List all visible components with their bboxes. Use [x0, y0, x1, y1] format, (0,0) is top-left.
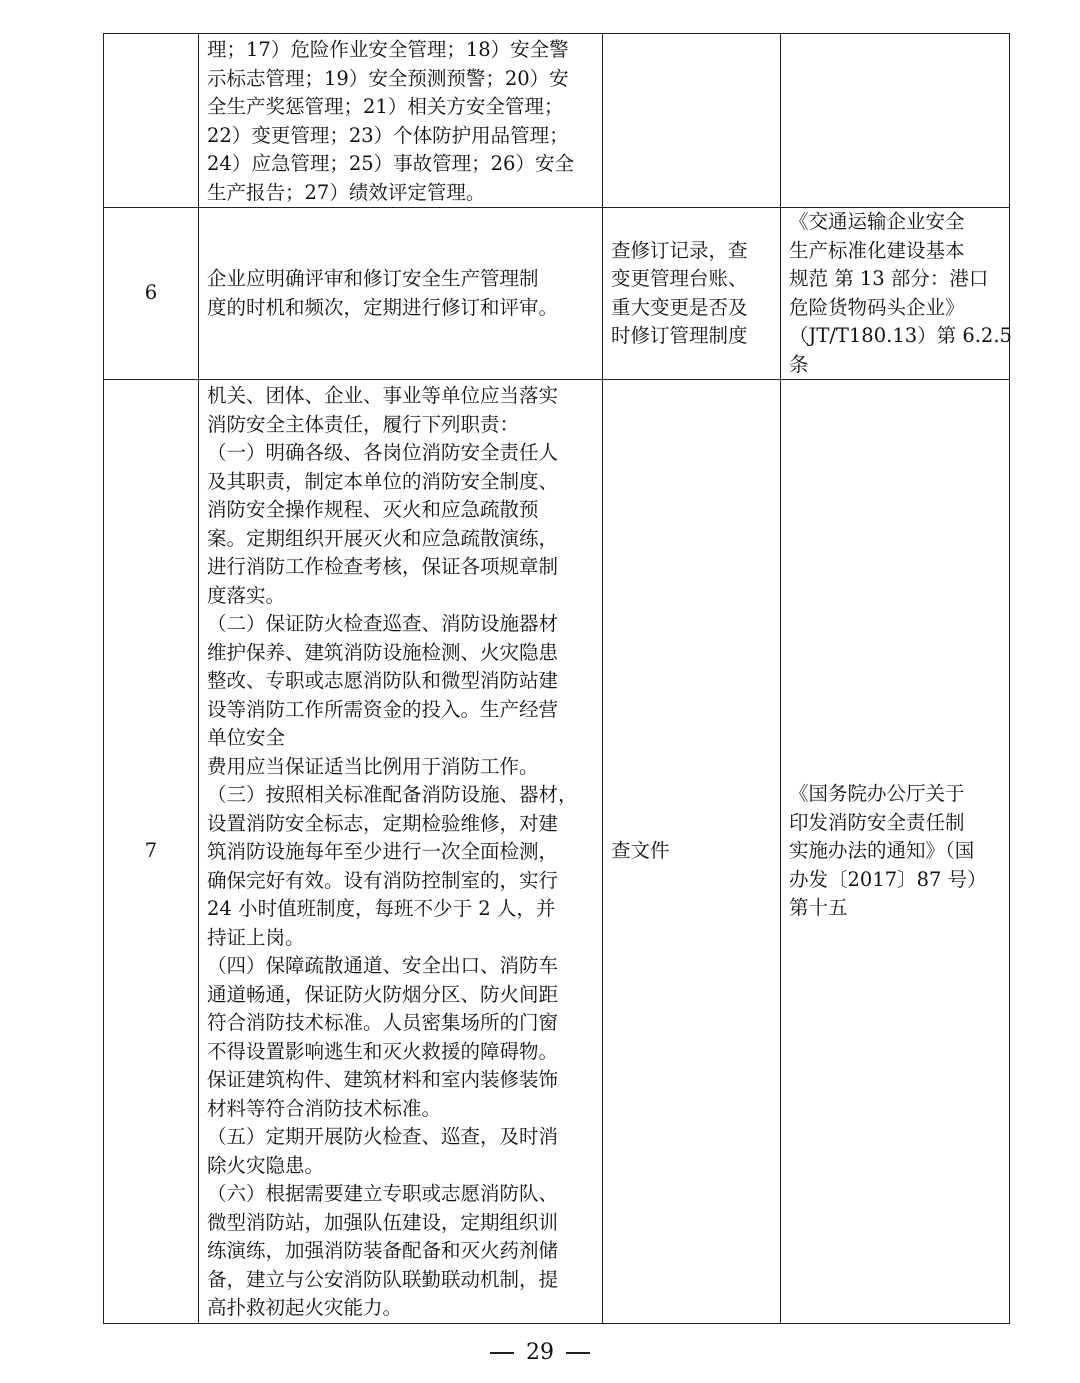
text-line: 理；17）危险作业安全管理；18）安全警	[207, 38, 569, 61]
row-number-cell: 6	[104, 208, 199, 380]
text-line: 办发〔2017〕87 号）	[789, 867, 987, 891]
requirement-cell	[199, 208, 603, 380]
dash-left	[490, 1352, 514, 1354]
text-line: 设等消防工作所需资金的投入。生产经营	[207, 697, 559, 721]
text-line: 企业应明确评审和修订安全生产管理制	[207, 267, 539, 290]
text-line: 度落实。	[207, 583, 286, 607]
text-line: 练演练，加强消防装备配备和灭火药剂储	[207, 1239, 559, 1262]
text-line: 生产报告；27）绩效评定管理。	[207, 180, 486, 204]
basis-cell	[781, 208, 1010, 380]
text-line: 《国务院办公厅关于	[789, 782, 965, 805]
text-line: 规范 第 13 部分：港口	[789, 267, 989, 290]
method-cell	[603, 208, 781, 380]
text-line: 条	[789, 352, 809, 376]
text-line: 全生产奖惩管理；21）相关方安全管理；	[207, 95, 564, 118]
text-line: 变更管理台账、	[611, 267, 748, 290]
text-line: 消防安全主体责任，履行下列职责：	[207, 412, 520, 436]
inspection-standard-table	[103, 33, 1010, 1324]
method-cell	[603, 380, 781, 1324]
text-line: 实施办法的通知》（国	[789, 839, 975, 862]
text-line: 不得设置影响逃生和灭火救援的障碍物。	[207, 1039, 559, 1063]
text-line: 备，建立与公安消防队联勤联动机制，提	[207, 1267, 559, 1291]
text-line: （六）根据需要建立专职或志愿消防队、	[207, 1182, 559, 1205]
method-cell	[603, 34, 781, 208]
page-number-footer	[0, 1338, 1080, 1368]
text-line: 及其职责，制定本单位的消防安全制度、	[207, 469, 559, 493]
text-line: 示标志管理；19）安全预测预警；20）安	[207, 66, 569, 90]
dash-right	[566, 1352, 590, 1354]
text-line: 整改、专职或志愿消防队和微型消防站建	[207, 669, 559, 692]
table-row	[104, 380, 1010, 1324]
requirement-cell	[199, 380, 603, 1324]
text-line: 设置消防安全标志，定期检验维修，对建	[207, 811, 559, 835]
text-line: （二）保证防火检查巡查、消防设施器材	[207, 612, 559, 635]
page-number: 29	[526, 1340, 554, 1365]
text-line: 度的时机和频次，定期进行修订和评审。	[207, 295, 559, 319]
text-line: （三）按照相关标准配备消防设施、器材，	[207, 783, 578, 806]
basis-cell	[781, 34, 1010, 208]
text-line: 查文件	[611, 839, 670, 862]
text-line: 印发消防安全责任制	[789, 810, 965, 834]
text-line: 机关、团体、企业、事业等单位应当落实	[207, 384, 559, 407]
table-row	[104, 208, 1010, 380]
text-line: 《交通运输企业安全	[789, 210, 965, 233]
text-line: 消防安全操作规程、灭火和应急疏散预	[207, 498, 539, 521]
text-line: 危险货物码头企业》	[789, 295, 965, 319]
text-line: 第十五	[789, 896, 848, 919]
text-line: 22）变更管理；23）个体防护用品管理；	[207, 123, 569, 147]
text-line: 保证建筑构件、建筑材料和室内装修装饰	[207, 1068, 559, 1091]
text-line: 高扑救初起火灾能力。	[207, 1296, 403, 1319]
text-line: 持证上岗。	[207, 925, 305, 949]
text-line: （JT/T180.13）第 6.2.5	[789, 324, 1012, 347]
text-line: 材料等符合消防技术标准。	[207, 1096, 442, 1120]
row-number-cell: 7	[104, 380, 199, 1324]
text-line: 单位安全	[207, 726, 286, 749]
row-number-cell	[104, 34, 199, 208]
text-line: 24 小时值班制度，每班不少于 2 人，并	[207, 897, 556, 920]
table-row	[104, 34, 1010, 208]
text-line: 确保完好有效。设有消防控制室的，实行	[207, 868, 559, 892]
text-line: （四）保障疏散通道、安全出口、消防车	[207, 954, 559, 977]
text-line: 重大变更是否及	[611, 295, 748, 319]
text-line: 生产标准化建设基本	[789, 238, 965, 262]
text-line: 案。定期组织开展灭火和应急疏散演练，	[207, 526, 559, 550]
text-line: 通道畅通，保证防火防烟分区、防火间距	[207, 982, 559, 1006]
text-line: 符合消防技术标准。人员密集场所的门窗	[207, 1011, 559, 1034]
text-line: 时修订管理制度	[611, 324, 748, 347]
requirement-cell	[199, 34, 603, 208]
text-line: 进行消防工作检查考核，保证各项规章制	[207, 555, 559, 578]
text-line: 维护保养、建筑消防设施检测、火灾隐患	[207, 640, 559, 664]
text-line: （五）定期开展防火检查、巡查，及时消	[207, 1125, 559, 1148]
text-line: 24）应急管理；25）事故管理；26）安全	[207, 152, 574, 175]
text-line: 费用应当保证适当比例用于消防工作。	[207, 754, 539, 778]
text-line: 除火灾隐患。	[207, 1153, 325, 1177]
basis-cell	[781, 380, 1010, 1324]
text-line: 筑消防设施每年至少进行一次全面检测，	[207, 840, 559, 863]
text-line: 微型消防站，加强队伍建设，定期组织训	[207, 1210, 559, 1234]
text-line: （一）明确各级、各岗位消防安全责任人	[207, 441, 559, 464]
text-line: 查修订记录，查	[611, 238, 748, 262]
